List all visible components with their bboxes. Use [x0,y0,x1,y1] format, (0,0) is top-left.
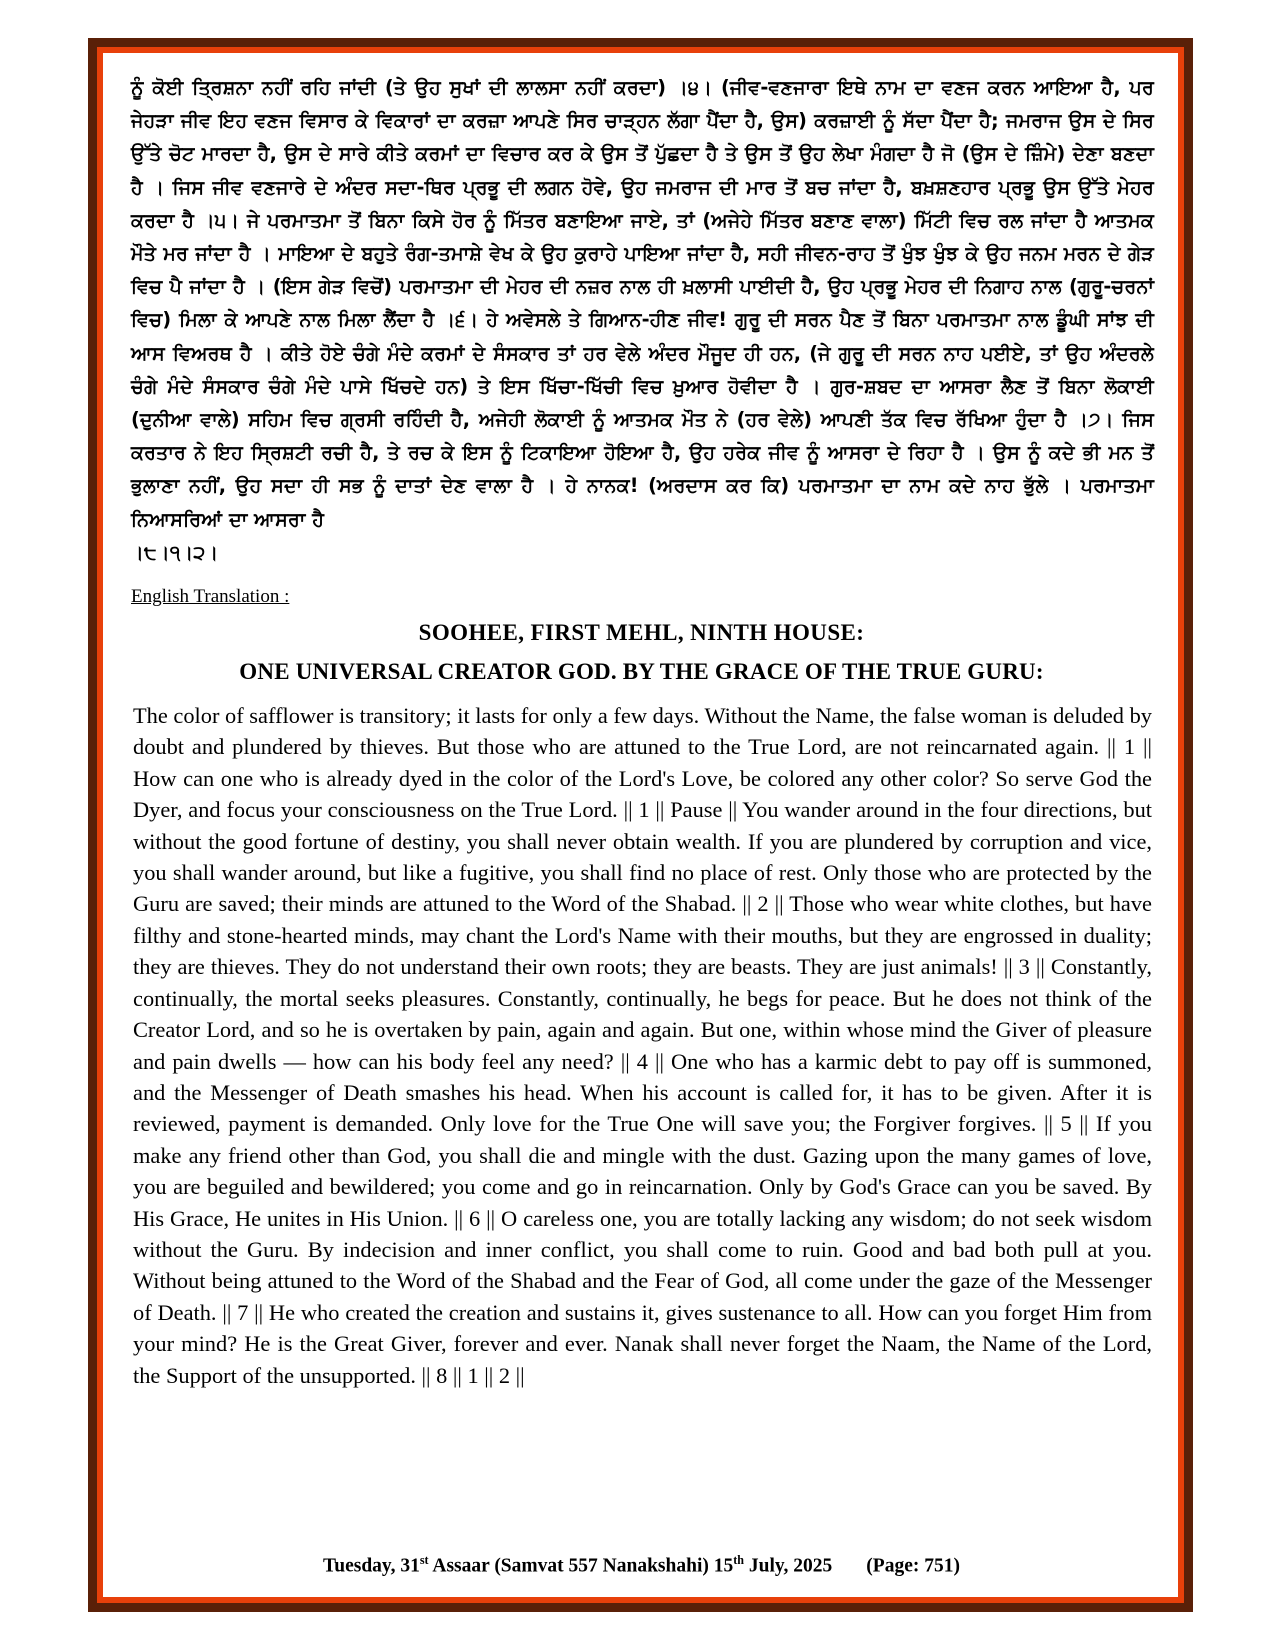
footer-page-number: (Page: 751) [866,1555,960,1576]
footer-date-suffix: th [733,1552,744,1567]
punjabi-closing-marks: ।੮।੧।੨। [131,540,219,564]
footer-month-part: Assaar (Samvat 557 Nanakshahi) 15 [428,1555,734,1576]
english-translation-label-text: English Translation : [131,586,290,608]
english-body-paragraph: The color of safflower is transitory; it lasts for only a few days. Without the Name, the false woman is deluded by doubt and plundered by thieves. But those who are attuned to the True Lord, are not reincarnated again. || 1 || How can one who is already dyed in the color of the Lord's Love, be colored any other color? So serve God the Dyer, and focus your consciousness on the True Lord. || 1 || Pause || You wander around in the four directions, but without the good fortune of destiny, you shall never obtain wealth. If you are plundered by corruption and vice, you shall wander around, but like a fugitive, you shall find no place of rest. Only those who are protected by the Guru are saved; their minds are attuned to the Word of the Shabad. || 2 || Those who wear white clothes, but have filthy and stone-hearted minds, may chant the Lord's Name with their mouths, but they are engrossed in duality; they are thieves. They do not understand their own roots; they are beasts. They are just animals! || 3 || Constantly, continually, the mortal seeks pleasures. Constantly, continually, he begs for peace. But he does not think of the Creator Lord, and so he is overtaken by pain, again and again. But one, within whose mind the Giver of pleasure and pain dwells — how can his body feel any need? || 4 || One who has a karmic debt to pay off is summoned, and the Messenger of Death smashes his head. When his account is called for, it has to be given. After it is reviewed, payment is demanded. Only love for the True One will save you; the Forgiver forgives. || 5 || If you make any friend other than God, you shall die and mingle with the dust. Gazing upon the many games of love, you are beguiled and bewildered; you come and go in reincarnation. Only by God's Grace can you be saved. By His Grace, He unites in His Union. || 6 || O careless one, you are totally lacking any wisdom; do not seek wisdom without the Guru. By indecision and inner conflict, you shall come to ruin. Good and bad both pull at you. Without being attuned to the Word of the Shabad and the Fear of God, all come under the gaze of the Messenger of Death. || 7 || He who created the creation and sustains it, gives sustenance to all. How can you forget Him from your mind? He is the Great Giver, forever and ever. Nanak shall never forget the Naam, the Name of the Lord, the Support of the unsupported. || 8 || 1 || 2 || [133,703,1152,1388]
footer-day-suffix: st [419,1552,429,1567]
punjabi-commentary-block [125,67,1158,569]
footer-year-part: July, 2025 [743,1555,833,1576]
mool-mantar-subtitle: ONE UNIVERSAL CREATOR GOD. BY THE GRACE OF THE TRUE GURU: [239,659,1044,685]
page-footer [125,1553,1158,1588]
punjabi-paragraph: ਨੂੰ ਕੋਈ ਤ੍ਰਿਸ਼ਨਾ ਨਹੀਂ ਰਹਿ ਜਾਂਦੀ (ਤੇ ਉਹ ਸੁਖਾਂ ਦੀ ਲਾਲਸਾ ਨਹੀਂ ਕਰਦਾ) ।੪। (ਜੀਵ-ਵਣਜਾਰਾ ਇਥੇ ਨਾਮ ਦਾ ਵਣਜ ਕਰਨ ਆਇਆ ਹੈ, ਪਰ ਜੇਹੜਾ ਜੀਵ ਇਹ ਵਣਜ ਵਿਸਾਰ ਕੇ ਵਿਕਾਰਾਂ ਦਾ ਕਰਜ਼ਾ ਆਪਣੇ ਸਿਰ ਚਾੜ੍ਹਨ ਲੱਗਾ ਪੈਂਦਾ ਹੈ, ਉਸ) ਕਰਜ਼ਾਈ ਨੂੰ ਸੱਦਾ ਪੈਂਦਾ ਹੈ; ਜਮਰਾਜ ਉਸ ਦੇ ਸਿਰ ਉੱਤੇ ਚੋਟ ਮਾਰਦਾ ਹੈ, ਉਸ ਦੇ ਸਾਰੇ ਕੀਤੇ ਕਰਮਾਂ ਦਾ ਵਿਚਾਰ ਕਰ ਕੇ ਉਸ ਤੋਂ ਪੁੱਛਦਾ ਹੈ ਤੇ ਉਸ ਤੋਂ ਉਹ ਲੇਖਾ ਮੰਗਦਾ ਹੈ ਜੋ (ਉਸ ਦੇ ਜ਼ਿੰਮੇ) ਦੇਣਾ ਬਣਦਾ ਹੈ । ਜਿਸ ਜੀਵ ਵਣਜਾਰੇ ਦੇ ਅੰਦਰ ਸਦਾ-ਥਿਰ ਪ੍ਰਭੂ ਦੀ ਲਗਨ ਹੋਵੇ, ਉਹ ਜਮਰਾਜ ਦੀ ਮਾਰ ਤੋਂ ਬਚ ਜਾਂਦਾ ਹੈ, ਬਖ਼ਸ਼ਣਹਾਰ ਪ੍ਰਭੂ ਉਸ ਉੱਤੇ ਮੇਹਰ ਕਰਦਾ ਹੈ ।੫। ਜੇ ਪਰਮਾਤਮਾ ਤੋਂ ਬਿਨਾ ਕਿਸੇ ਹੋਰ ਨੂੰ ਮਿੱਤਰ ਬਣਾਇਆ ਜਾਏ, ਤਾਂ (ਅਜੇਹੇ ਮਿੱਤਰ ਬਣਾਣ ਵਾਲਾ) ਮਿੱਟੀ ਵਿਚ ਰਲ ਜਾਂਦਾ ਹੈ ਆਤਮਕ ਮੌਤੇ ਮਰ ਜਾਂਦਾ ਹੈ । ਮਾਇਆ ਦੇ ਬਹੁਤੇ ਰੰਗ-ਤਮਾਸ਼ੇ ਵੇਖ ਕੇ ਉਹ ਕੁਰਾਹੇ ਪਾਇਆ ਜਾਂਦਾ ਹੈ, ਸਹੀ ਜੀਵਨ-ਰਾਹ ਤੋਂ ਖੁੰਝ ਖੁੰਝ ਕੇ ਉਹ ਜਨਮ ਮਰਨ ਦੇ ਗੇੜ ਵਿਚ ਪੈ ਜਾਂਦਾ ਹੈ । (ਇਸ ਗੇੜ ਵਿਚੋਂ) ਪਰਮਾਤਮਾ ਦੀ ਮੇਹਰ ਦੀ ਨਜ਼ਰ ਨਾਲ ਹੀ ਖ਼ਲਾਸੀ ਪਾਈਦੀ ਹੈ, ਉਹ ਪ੍ਰਭੂ ਮੇਹਰ ਦੀ ਨਿਗਾਹ ਨਾਲ (ਗੁਰੂ-ਚਰਨਾਂ ਵਿਚ) ਮਿਲਾ ਕੇ ਆਪਣੇ ਨਾਲ ਮਿਲਾ ਲੈਂਦਾ ਹੈ ।੬। ਹੇ ਅਵੇਸਲੇ ਤੇ ਗਿਆਨ-ਹੀਣ ਜੀਵ! ਗੁਰੂ ਦੀ ਸਰਨ ਪੈਣ ਤੋਂ ਬਿਨਾ ਪਰਮਾਤਮਾ ਨਾਲ ਡੂੰਘੀ ਸਾਂਝ ਦੀ ਆਸ ਵਿਅਰਥ ਹੈ । ਕੀਤੇ ਹੋਏ ਚੰਗੇ ਮੰਦੇ ਕਰਮਾਂ ਦੇ ਸੰਸਕਾਰ ਤਾਂ ਹਰ ਵੇਲੇ ਅੰਦਰ ਮੌਜੂਦ ਹੀ ਹਨ, (ਜੇ ਗੁਰੂ ਦੀ ਸਰਨ ਨਾਹ ਪਈਏ, ਤਾਂ ਉਹ ਅੰਦਰਲੇ ਚੰਗੇ ਮੰਦੇ ਸੰਸਕਾਰ ਚੰਗੇ ਮੰਦੇ ਪਾਸੇ ਖਿੱਚਦੇ ਹਨ) ਤੇ ਇਸ ਖਿੱਚਾ-ਖਿੱਚੀ ਵਿਚ ਖ਼ੁਆਰ ਹੋਵੀਦਾ ਹੈ । ਗੁਰ-ਸ਼ਬਦ ਦਾ ਆਸਰਾ ਲੈਣ ਤੋਂ ਬਿਨਾ ਲੋਕਾਈ (ਦੁਨੀਆ ਵਾਲੇ) ਸਹਿਮ ਵਿਚ ਗ੍ਰਸੀ ਰਹਿੰਦੀ ਹੈ, ਅਜੇਹੀ ਲੋਕਾਈ ਨੂੰ ਆਤਮਕ ਮੌਤ ਨੇ (ਹਰ ਵੇਲੇ) ਆਪਣੀ ਤੱਕ ਵਿਚ ਰੱਖਿਆ ਹੁੰਦਾ ਹੈ ।੭। ਜਿਸ ਕਰਤਾਰ ਨੇ ਇਹ ਸ੍ਰਿਸ਼ਟੀ ਰਚੀ ਹੈ, ਤੇ ਰਚ ਕੇ ਇਸ ਨੂੰ ਟਿਕਾਇਆ ਹੋਇਆ ਹੈ, ਉਹ ਹਰੇਕ ਜੀਵ ਨੂੰ ਆਸਰਾ ਦੇ ਰਿਹਾ ਹੈ । ਉਸ ਨੂੰ ਕਦੇ ਭੀ ਮਨ ਤੋਂ ਭੁਲਾਣਾ ਨਹੀਂ, ਉਹ ਸਦਾ ਹੀ ਸਭ ਨੂੰ ਦਾਤਾਂ ਦੇਣ ਵਾਲਾ ਹੈ । ਹੇ ਨਾਨਕ! (ਅਰਦਾਸ ਕਰ ਕਿ) ਪਰਮਾਤਮਾ ਦਾ ਨਾਮ ਕਦੇ ਨਾਹ ਭੁੱਲੇ । ਪਰਮਾਤਮਾ ਨਿਆਸਰਿਆਂ ਦਾ ਆਸਰਾ ਹੈ [131,76,1154,531]
page-frame-inner [97,47,1184,1603]
english-translation-body [125,700,1158,1391]
shabad-title: SOOHEE, FIRST MEHL, NINTH HOUSE: [418,620,865,646]
page-frame-outer [88,38,1193,1612]
english-translation-label [125,586,1158,608]
footer-weekday: Tuesday, 31 [323,1555,420,1576]
